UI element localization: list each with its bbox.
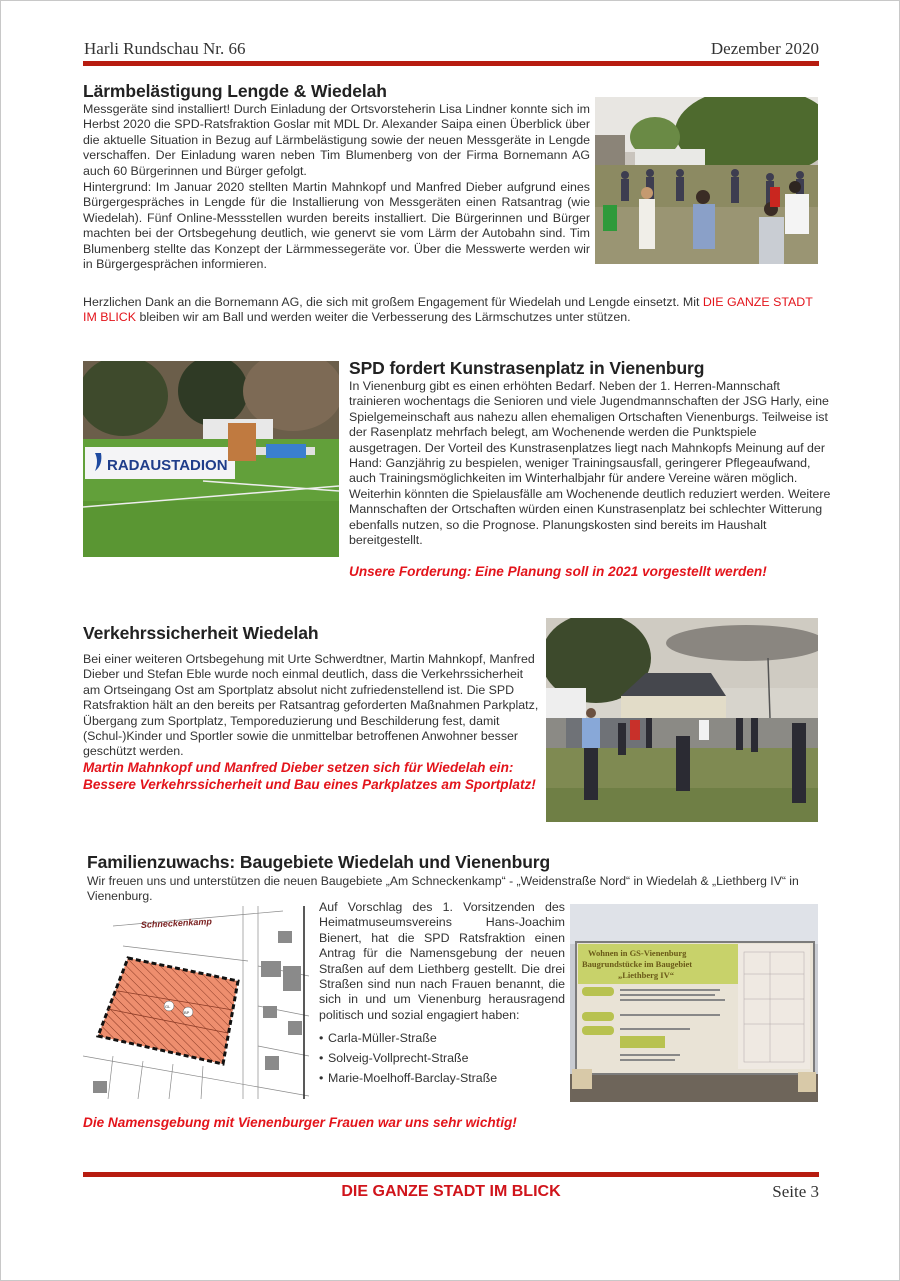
site-plan-map — [83, 906, 309, 1099]
group-meeting-photo — [595, 97, 818, 264]
paragraph: Messgeräte sind installiert! Durch Einladung der Ortsvorsteherin Lisa Lindner konnte sich im Herbst 2020 die SPD-Ratsfraktion Goslar mit MDL Dr. Alexander Saipa einen Überblick über die aktuelle Situation in Bezug auf Lärmbelästigung sowie der neuen Messgeräte in Lengde verschaffen. Der Einladung waren neben Tim Blumenberg von der Firma Bornemann AG auch 60 Bürgerinnen und Bürger gefolgt. — [83, 102, 590, 178]
street-name-item: • Carla-Müller-Straße — [319, 1031, 565, 1046]
article-intro-familien: Wir freuen uns und unterstützen die neuen Baugebiete „Am Schneckenkamp“ - „Weidenstraße Nord“ in Wiedelah & „Liethberg IV“ in Vienenburg. — [87, 874, 799, 903]
page-number: Seite 3 — [772, 1182, 819, 1201]
thanks-text-end: bleiben wir am Ball und werden weiter die Verbesserung des Lärmschutzes unter stützen. — [136, 310, 631, 325]
article-title-laerm: Lärmbelästigung Lengde & Wiedelah — [83, 81, 387, 101]
closing-statement-familien: Die Namensgebung mit Vienenburger Frauen war uns sehr wichtig! — [83, 1115, 517, 1130]
demand-verkehr: Martin Mahnkopf und Manfred Dieber setzen sich für Wiedelah ein: Bessere Verkehrssicherheit und Bau eines Parkplatzes am Sportplatz! — [83, 760, 536, 792]
thanks-text: Herzlichen Dank an die Bornemann AG, die sich mit großem Engagement für Wiedelah und Lengde einsetzt. Mit — [83, 295, 703, 309]
map-marker-gl: GL — [165, 1004, 171, 1009]
article-title-kunstrasen: SPD fordert Kunstrasenplatz in Vienenburg — [349, 358, 705, 378]
street-name-item: • Solveig-Vollprecht-Straße — [319, 1051, 565, 1066]
building-site-banner-photo — [570, 904, 818, 1102]
paragraph: Auf Vorschlag des 1. Vorsitzenden des Heimatmuseumsvereins Hans-Joachim Bienert, hat die SPD Ratsfraktion einen Antrag für die Namensgebung der neuen Straßen auf dem Liethberg gestellt. Die drei Straßen sind nun nach Frauen benannt, die sich in und um Vienenburg herausragend politisch und sozial engagiert haben: — [319, 900, 565, 1022]
banner-line-3: „Liethberg IV“ — [618, 970, 674, 980]
article-body-familien — [319, 900, 565, 1091]
footer-rule — [83, 1172, 819, 1177]
banner-line-2: Baugrundstücke im Baugebiet — [582, 959, 693, 969]
demand-kunstrasen: Unsere Forderung: Eine Planung soll in 2021 vorgestellt werden! — [349, 564, 767, 579]
header-rule — [83, 61, 819, 66]
football-field-photo — [83, 361, 339, 557]
site-visit-photo — [546, 618, 818, 822]
article-body-kunstrasen: In Vienenburg gibt es einen erhöhten Bedarf. Neben der 1. Herren-Mannschaft trainieren wochentags die Senioren und viele Jugendmannschaften der JSG Harly, eine Spielgemeinschaft aus nahezu allen ehemaligen Ortschaften Vienenburgs. Teilweise ist der Rasenplatz mehrfach belegt, am Wochenende werden die Punktspiele ausgetragen. Der Vorteil des Kunstrasenplatzes liegt nach Mahnkopfs Meinung auf der Hand: Ganzjährig zu bespielen, weniger Trainingsausfall, geringerer Pflegeaufwand, auch Trainingsmöglichkeiten im Winterhalbjahr für andere Vereine wären möglich. Weiterhin könnten die Spielausfälle am Wochenende deutlich reduziert werden. Weitere Mannschaften der Ortschaften würden einen Kunstrasenplatz bei schlechter Witterung ebenfalls nutzen, so die Prognose. Planungskosten sind bereits im Haushalt bereitgestellt. — [349, 379, 831, 548]
publication-title: Harli Rundschau Nr. 66 — [84, 39, 246, 58]
article-title-verkehr: Verkehrssicherheit Wiedelah — [83, 623, 319, 643]
article-title-familien: Familienzuwachs: Baugebiete Wiedelah und Vienenburg — [87, 852, 551, 872]
map-street-label: Schneckenkamp — [140, 916, 213, 930]
article-body-verkehr: Bei einer weiteren Ortsbegehung mit Urte Schwerdtner, Martin Mahnkopf, Manfred Dieber und Stefan Eble wurde noch einmal deutlich, dass die Verkehrssicherheit am Ortseingang Ost am Sportplatz absolut nicht zufriedenstellend ist. Die SPD Ratsfraktion hält an den bereits per Ratsantrag geforderten Maßnahmen Parkplatz, Übergang zum Sportplatz, Temporeduzierung und Beschilderung fest, damit (Schul-)Kinder und Sportler sowie die unmittelbar betroffenen Anwohner besser geschützt werden. — [83, 652, 539, 759]
paragraph: Hintergrund: Im Januar 2020 stellten Martin Mahnkopf und Manfred Dieber aufgrund eines Bürgergespräches in Lengde für die Installierung von Messgeräten einen Ratsantrag (wie Wiedelah). Fünf Online-Messstellen wurden bereits installiert. Die Bürgerinnen und Bürger machten bei der Ortsbegehung deutlich, wie genervt sie vom Lärm der Autobahn sind. Tim Blumenberg stellte das Konzept der Lärmmessegeräte vor. Über die Messwerte werden wir in Bürgergesprächen informieren. — [83, 180, 590, 272]
street-name-item: • Marie-Moelhoff-Barclay-Straße — [319, 1071, 565, 1086]
footer-slogan: DIE GANZE STADT IM BLICK — [341, 1183, 561, 1200]
street-name-list — [319, 1031, 565, 1086]
stadium-banner-text: RADAUSTADION — [107, 457, 228, 474]
article-thanks-laerm — [83, 295, 823, 326]
article-body-laerm — [83, 102, 590, 272]
issue-date: Dezember 2020 — [710, 39, 819, 58]
banner-line-1: Wohnen in GS-Vienenburg — [588, 948, 687, 958]
map-marker-bp: BP — [184, 1010, 190, 1015]
slogan-highlight: DIE GANZE STADT IM BLICK — [83, 295, 813, 325]
